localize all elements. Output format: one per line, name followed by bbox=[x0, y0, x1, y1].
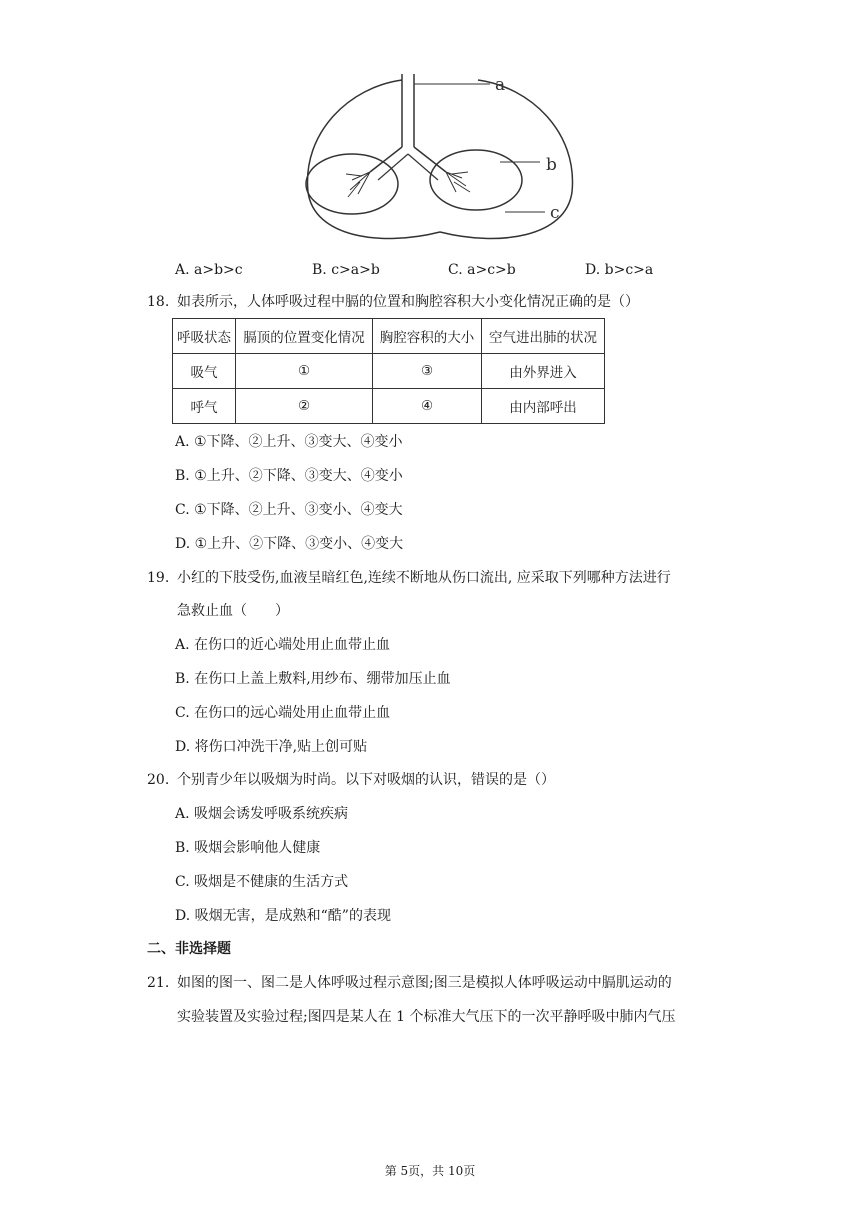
q18-table-cell: ② bbox=[236, 389, 373, 424]
section-heading: 二、非选择题 bbox=[147, 941, 231, 957]
q18-stem-text: 如表所示，人体呼吸过程中膈的位置和胸腔容积大小变化情况正确的是（） bbox=[177, 294, 639, 310]
label-a: a bbox=[495, 75, 506, 95]
q18-table-header: 膈顶的位置变化情况 bbox=[236, 319, 373, 354]
q20-stem-text: 个别青少年以吸烟为时尚。以下对吸烟的认识，错误的是（） bbox=[177, 772, 555, 788]
q18-option-d[interactable]: D. ①上升、②下降、③变小、④变大 bbox=[175, 536, 404, 552]
q21-stem-line1: 如图的图一、图二是人体呼吸过程示意图;图三是模拟人体呼吸运动中膈肌运动的 bbox=[177, 975, 672, 991]
q20-stem bbox=[147, 770, 555, 790]
q18-table-cell: 吸气 bbox=[173, 354, 236, 389]
q20-option-d[interactable]: D. 吸烟无害，是成熟和“酷”的表现 bbox=[175, 908, 391, 924]
label-b: b bbox=[546, 155, 557, 175]
q18-table-header: 空气进出肺的状况 bbox=[482, 319, 605, 354]
q17-option-b[interactable]: B. c>a>b bbox=[312, 262, 380, 278]
q18-table-header: 呼吸状态 bbox=[173, 319, 236, 354]
q19-number: 19. bbox=[147, 570, 170, 586]
q18-table-cell: 由外界进入 bbox=[482, 354, 605, 389]
q19-stem-line1: 小红的下肢受伤,血液呈暗红色,连续不断地从伤口流出, 应采取下列哪种方法进行 bbox=[177, 570, 671, 586]
q21-stem-line2: 实验装置及实验过程;图四是某人在 1 个标准大气压下的一次平静呼吸中肺内气压 bbox=[177, 1009, 676, 1025]
q19-option-c[interactable]: C. 在伤口的远心端处用止血带止血 bbox=[175, 705, 391, 721]
q18-table-cell: ③ bbox=[373, 354, 482, 389]
q19-option-d[interactable]: D. 将伤口冲洗干净,贴上创可贴 bbox=[175, 739, 368, 755]
q20-option-c[interactable]: C. 吸烟是不健康的生活方式 bbox=[175, 874, 349, 890]
q18-table-header-row bbox=[173, 319, 605, 354]
q18-stem bbox=[147, 292, 639, 312]
q19-stem-line2: 急救止血（ ） bbox=[177, 603, 289, 619]
q18-option-b[interactable]: B. ①上升、②下降、③变大、④变小 bbox=[175, 468, 403, 484]
q18-table-cell: ④ bbox=[373, 389, 482, 424]
q17-option-d[interactable]: D. b>c>a bbox=[585, 262, 654, 278]
q18-table-row bbox=[173, 389, 605, 424]
q19-option-b[interactable]: B. 在伤口上盖上敷料,用纱布、绷带加压止血 bbox=[175, 671, 451, 687]
q20-number: 20. bbox=[147, 772, 170, 788]
q18-option-a[interactable]: A. ①下降、②上升、③变大、④变小 bbox=[175, 434, 403, 450]
q17-option-a[interactable]: A. a>b>c bbox=[175, 262, 243, 278]
label-c: c bbox=[550, 203, 560, 223]
q21-number: 21. bbox=[147, 975, 170, 991]
q18-number: 18. bbox=[147, 294, 170, 310]
lung-diagram bbox=[290, 62, 590, 262]
q20-option-a[interactable]: A. 吸烟会诱发呼吸系统疾病 bbox=[175, 806, 349, 822]
lung-diagram-svg bbox=[290, 62, 590, 262]
q18-table-cell: ① bbox=[236, 354, 373, 389]
q19-stem bbox=[147, 568, 671, 588]
q17-options bbox=[0, 260, 860, 280]
q17-option-c[interactable]: C. a>c>b bbox=[448, 262, 516, 278]
q18-option-c[interactable]: C. ①下降、②上升、③变小、④变大 bbox=[175, 502, 403, 518]
q18-table bbox=[172, 318, 605, 424]
q20-option-b[interactable]: B. 吸烟会影响他人健康 bbox=[175, 840, 321, 856]
page-footer: 第 5页，共 10页 bbox=[384, 1164, 476, 1178]
q18-table-cell: 呼气 bbox=[173, 389, 236, 424]
q18-table-cell: 由内部呼出 bbox=[482, 389, 605, 424]
q18-table-row bbox=[173, 354, 605, 389]
q18-table-header: 胸腔容积的大小 bbox=[373, 319, 482, 354]
q19-option-a[interactable]: A. 在伤口的近心端处用止血带止血 bbox=[175, 637, 391, 653]
q21-stem bbox=[147, 973, 672, 993]
